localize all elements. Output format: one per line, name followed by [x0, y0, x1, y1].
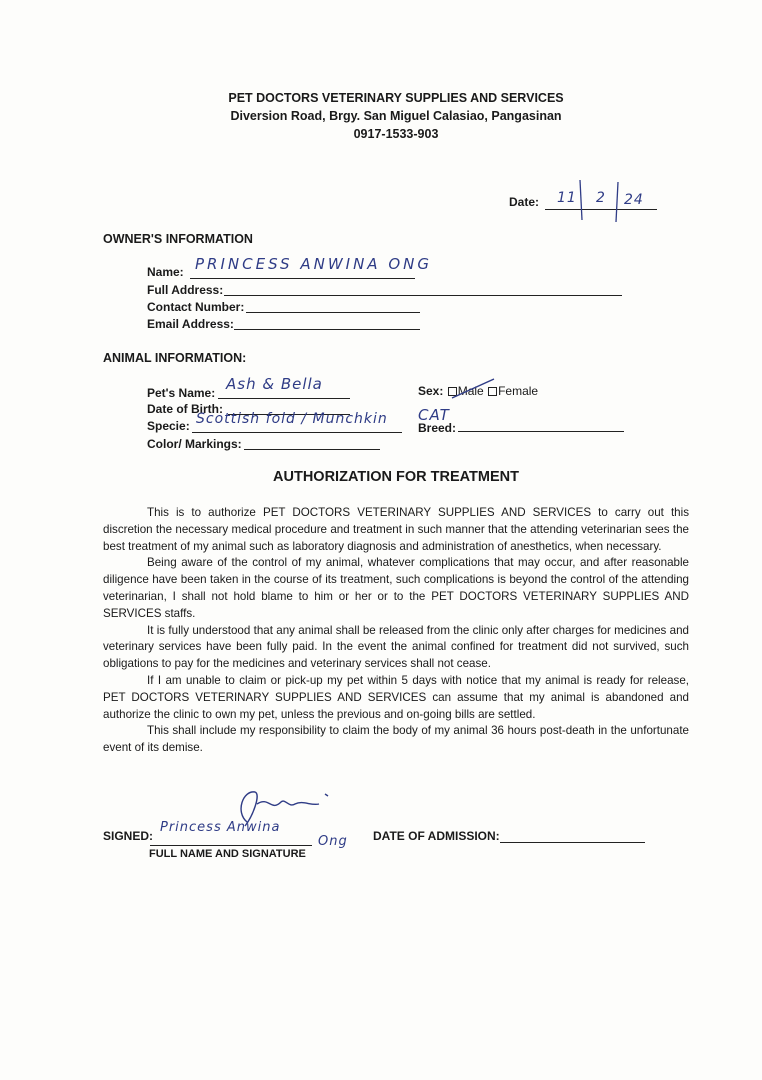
handwritten-name: Princess Anwina [160, 820, 281, 835]
address-label: Full Address: [147, 283, 224, 297]
owner-heading: OWNER'S INFORMATION [103, 232, 253, 246]
email-label: Email Address: [147, 317, 234, 331]
clinic-phone: 0917-1533-903 [353, 127, 439, 141]
authorization-title: AUTHORIZATION FOR TREATMENT [273, 469, 519, 485]
pet-name-line [218, 398, 350, 399]
date-label: Date: [509, 195, 540, 209]
authorization-paragraph: This is to authorize PET DOCTORS VETERINARY SUPPLIES AND SERVICES to carry out this discretion the necessary medical procedure and treatment in such manner that the attending veterinarian sees the best treatment of my animal such as laboratory diagnosis and administration of anesthetics, when necessary. [103, 506, 689, 553]
color-label: Color/ Markings: [147, 437, 242, 451]
specie-line [192, 432, 402, 433]
date-slashes [570, 178, 630, 224]
authorization-paragraph: It is fully understood that any animal shall be released from the clinic only after charges for medicines and veterinary services have been fully paid. In the event the animal confined for treatment did not survived, such obligations to pay for the medicines and veterinary services shall not cease. [103, 623, 689, 671]
specie-value: Scottish fold / Munchkin [196, 411, 388, 427]
clinic-header [0, 89, 762, 143]
address-line[interactable] [224, 295, 622, 296]
clinic-address: Diversion Road, Brgy. San Miguel Calasiao, Pangasinan [230, 109, 562, 123]
signature-scribble [225, 782, 335, 830]
breed-value: CAT [418, 406, 450, 424]
breed-line[interactable] [458, 431, 624, 432]
date-month: 11 [557, 190, 577, 206]
owner-name-line [190, 278, 415, 279]
female-option: Female [498, 384, 539, 398]
handwritten-name-2: Ong [318, 834, 348, 849]
authorization-paragraph: Being aware of the control of my animal, whatever complications that may occur, and after reasonable diligence have been taken in the course of its treatment, such complications is beyond the control of the attending veterinarian, I shall not hold blame to him or her or to the PET DOCTORS VETERINARY SUPPLIES AND SERVICES staffs. [103, 556, 689, 620]
breed-label: Breed: [418, 421, 457, 435]
contact-line[interactable] [246, 312, 420, 313]
dob-label: Date of Birth: [147, 402, 223, 416]
owner-name-label: Name: [147, 265, 184, 279]
admission-label: DATE OF ADMISSION: [373, 829, 500, 843]
email-line[interactable] [234, 329, 420, 330]
male-option: Male [457, 384, 484, 398]
pet-name-label: Pet's Name: [147, 386, 216, 400]
signature-line [150, 845, 312, 846]
contact-label: Contact Number: [147, 300, 245, 314]
sex-label-text: Sex: [418, 384, 444, 398]
admission-line[interactable] [500, 842, 645, 843]
owner-name-value: PRINCESS ANWINA ONG [195, 255, 432, 273]
authorization-paragraph: If I am unable to claim or pick-up my pet within 5 days with notice that my animal is ready for release, PET DOCTORS VETERINARY SUPPLIES AND SERVICES can assume that my animal is abandoned and authorize the clinic to own my pet, unless the previous and on-going bills are settled. [103, 673, 689, 721]
male-strike-mark [448, 376, 498, 402]
authorization-text [103, 505, 689, 757]
animal-heading: ANIMAL INFORMATION: [103, 351, 247, 365]
full-name-label: FULL NAME AND SIGNATURE [149, 848, 306, 860]
signed-label: SIGNED: [103, 829, 154, 843]
date-year: 24 [624, 192, 644, 208]
pet-name-value: Ash & Bella [226, 375, 323, 393]
authorization-paragraph: This shall include my responsibility to claim the body of my animal 36 hours post-death in the unfortunate event of its demise. [103, 724, 689, 755]
color-line[interactable] [244, 449, 380, 450]
date-day: 2 [596, 190, 606, 206]
specie-label: Specie: [147, 419, 190, 433]
clinic-name: PET DOCTORS VETERINARY SUPPLIES AND SERVICES [228, 91, 564, 105]
